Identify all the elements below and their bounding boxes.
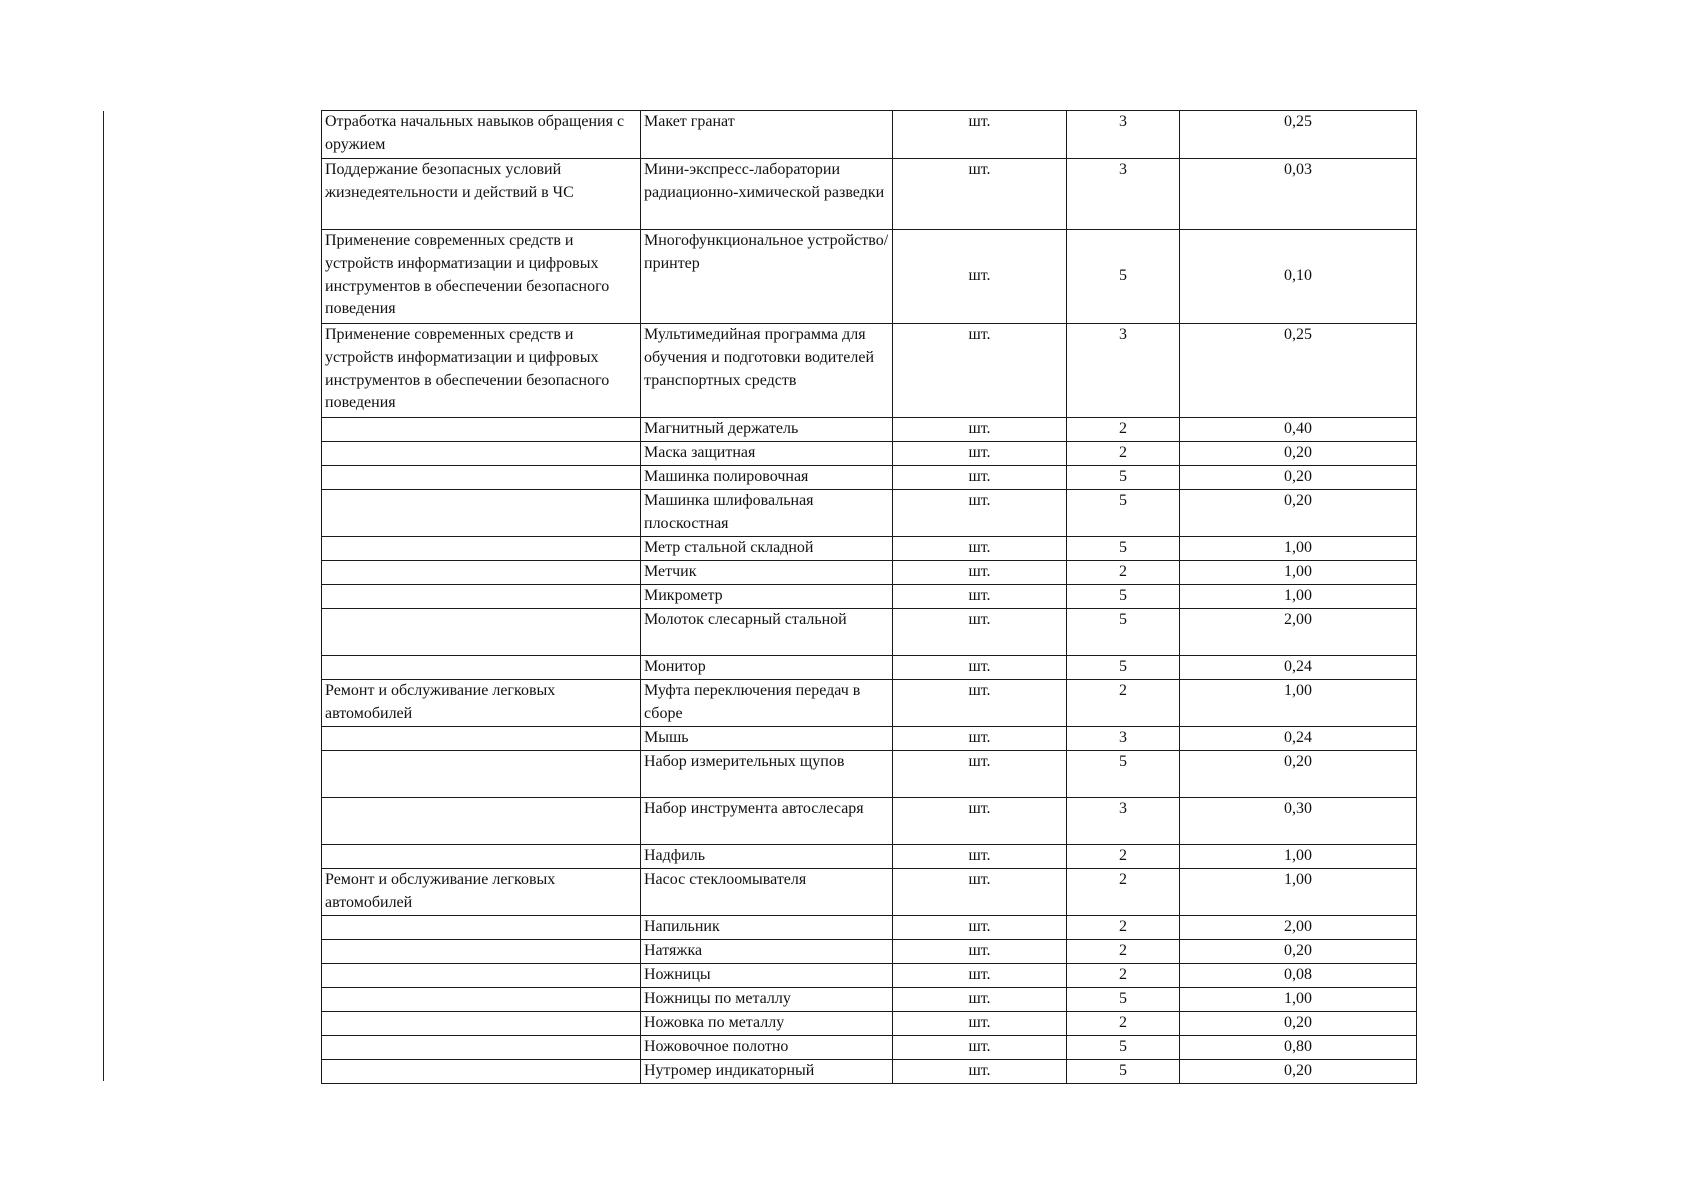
quantity-cell: 5 bbox=[1067, 585, 1180, 609]
item-cell: Молоток слесарный стальной bbox=[641, 609, 893, 656]
table-row bbox=[322, 1060, 1417, 1084]
table-row bbox=[322, 869, 1417, 916]
quantity-cell: 2 bbox=[1067, 1012, 1180, 1036]
table-row bbox=[322, 230, 1417, 324]
value-cell: 0,20 bbox=[1180, 1012, 1417, 1036]
value-cell: 0,10 bbox=[1180, 230, 1417, 324]
value-cell: 2,00 bbox=[1180, 916, 1417, 940]
quantity-cell: 5 bbox=[1067, 751, 1180, 798]
table-row bbox=[322, 609, 1417, 656]
item-cell: Ножницы по металлу bbox=[641, 988, 893, 1012]
item-cell: Магнитный держатель bbox=[641, 418, 893, 442]
section-cell: Поддержание безопасных условий жизнедеятельности и действий в ЧС bbox=[322, 159, 641, 230]
value-cell: 0,20 bbox=[1180, 751, 1417, 798]
section-cell bbox=[322, 798, 641, 845]
section-cell bbox=[322, 845, 641, 869]
table-row bbox=[322, 111, 1417, 159]
value-cell: 0,20 bbox=[1180, 1060, 1417, 1084]
unit-cell: шт. bbox=[893, 1012, 1067, 1036]
section-cell bbox=[322, 418, 641, 442]
section-cell: Ремонт и обслуживание легковых автомобилей bbox=[322, 869, 641, 916]
item-cell: Метр стальной складной bbox=[641, 537, 893, 561]
item-cell: Набор инструмента автослесаря bbox=[641, 798, 893, 845]
unit-cell: шт. bbox=[893, 324, 1067, 418]
item-cell: Мышь bbox=[641, 727, 893, 751]
item-cell: Надфиль bbox=[641, 845, 893, 869]
value-cell: 0,08 bbox=[1180, 964, 1417, 988]
quantity-cell: 2 bbox=[1067, 680, 1180, 727]
table-row bbox=[322, 656, 1417, 680]
section-cell bbox=[322, 656, 641, 680]
quantity-cell: 3 bbox=[1067, 798, 1180, 845]
quantity-cell: 2 bbox=[1067, 845, 1180, 869]
value-cell: 0,30 bbox=[1180, 798, 1417, 845]
value-cell: 0,40 bbox=[1180, 418, 1417, 442]
unit-cell: шт. bbox=[893, 751, 1067, 798]
table-row bbox=[322, 490, 1417, 537]
equipment-table bbox=[321, 110, 1417, 1084]
unit-cell: шт. bbox=[893, 537, 1067, 561]
value-cell: 0,03 bbox=[1180, 159, 1417, 230]
unit-cell: шт. bbox=[893, 845, 1067, 869]
value-cell: 0,20 bbox=[1180, 442, 1417, 466]
unit-cell: шт. bbox=[893, 869, 1067, 916]
item-cell: Мультимедийная программа для обучения и подготовки водителей транспортных средств bbox=[641, 324, 893, 418]
quantity-cell: 2 bbox=[1067, 964, 1180, 988]
item-cell: Муфта переключения передач в сборе bbox=[641, 680, 893, 727]
table-row bbox=[322, 845, 1417, 869]
section-cell: Применение современных средств и устройств информатизации и цифровых инструментов в обеспечении безопасного поведения bbox=[322, 324, 641, 418]
value-cell: 0,20 bbox=[1180, 940, 1417, 964]
quantity-cell: 5 bbox=[1067, 609, 1180, 656]
unit-cell: шт. bbox=[893, 727, 1067, 751]
value-cell: 1,00 bbox=[1180, 680, 1417, 727]
section-cell bbox=[322, 727, 641, 751]
value-cell: 0,20 bbox=[1180, 490, 1417, 537]
quantity-cell: 3 bbox=[1067, 324, 1180, 418]
value-cell: 1,00 bbox=[1180, 869, 1417, 916]
table-row bbox=[322, 561, 1417, 585]
unit-cell: шт. bbox=[893, 490, 1067, 537]
quantity-cell: 2 bbox=[1067, 561, 1180, 585]
quantity-cell: 3 bbox=[1067, 159, 1180, 230]
value-cell: 0,25 bbox=[1180, 324, 1417, 418]
unit-cell: шт. bbox=[893, 585, 1067, 609]
table-row bbox=[322, 442, 1417, 466]
item-cell: Насос стеклоомывателя bbox=[641, 869, 893, 916]
quantity-cell: 2 bbox=[1067, 916, 1180, 940]
item-cell: Натяжка bbox=[641, 940, 893, 964]
table-row bbox=[322, 1012, 1417, 1036]
unit-cell: шт. bbox=[893, 111, 1067, 159]
section-cell bbox=[322, 940, 641, 964]
section-cell bbox=[322, 537, 641, 561]
item-cell: Метчик bbox=[641, 561, 893, 585]
item-cell: Машинка шлифовальная плоскостная bbox=[641, 490, 893, 537]
quantity-cell: 5 bbox=[1067, 490, 1180, 537]
value-cell: 1,00 bbox=[1180, 561, 1417, 585]
unit-cell: шт. bbox=[893, 940, 1067, 964]
value-cell: 0,80 bbox=[1180, 1036, 1417, 1060]
table-row bbox=[322, 940, 1417, 964]
unit-cell: шт. bbox=[893, 656, 1067, 680]
unit-cell: шт. bbox=[893, 1036, 1067, 1060]
table-row bbox=[322, 988, 1417, 1012]
table-row bbox=[322, 466, 1417, 490]
item-cell: Макет гранат bbox=[641, 111, 893, 159]
unit-cell: шт. bbox=[893, 680, 1067, 727]
section-cell: Ремонт и обслуживание легковых автомобилей bbox=[322, 680, 641, 727]
quantity-cell: 3 bbox=[1067, 727, 1180, 751]
item-cell: Ножовка по металлу bbox=[641, 1012, 893, 1036]
section-cell bbox=[322, 442, 641, 466]
unit-cell: шт. bbox=[893, 561, 1067, 585]
unit-cell: шт. bbox=[893, 418, 1067, 442]
section-cell bbox=[322, 916, 641, 940]
value-cell: 0,24 bbox=[1180, 727, 1417, 751]
section-cell bbox=[322, 561, 641, 585]
section-cell bbox=[322, 964, 641, 988]
item-cell: Напильник bbox=[641, 916, 893, 940]
quantity-cell: 5 bbox=[1067, 466, 1180, 490]
section-cell bbox=[322, 490, 641, 537]
page-margin-rule bbox=[103, 111, 104, 1081]
value-cell: 1,00 bbox=[1180, 537, 1417, 561]
table-row bbox=[322, 798, 1417, 845]
unit-cell: шт. bbox=[893, 916, 1067, 940]
unit-cell: шт. bbox=[893, 1060, 1067, 1084]
value-cell: 1,00 bbox=[1180, 845, 1417, 869]
unit-cell: шт. bbox=[893, 964, 1067, 988]
item-cell: Ножницы bbox=[641, 964, 893, 988]
unit-cell: шт. bbox=[893, 798, 1067, 845]
section-cell bbox=[322, 466, 641, 490]
table-row bbox=[322, 916, 1417, 940]
quantity-cell: 5 bbox=[1067, 1060, 1180, 1084]
value-cell: 1,00 bbox=[1180, 585, 1417, 609]
quantity-cell: 5 bbox=[1067, 988, 1180, 1012]
table-row bbox=[322, 585, 1417, 609]
value-cell: 0,24 bbox=[1180, 656, 1417, 680]
table-row bbox=[322, 680, 1417, 727]
table-row bbox=[322, 964, 1417, 988]
table-row bbox=[322, 1036, 1417, 1060]
unit-cell: шт. bbox=[893, 466, 1067, 490]
unit-cell: шт. bbox=[893, 442, 1067, 466]
value-cell: 0,25 bbox=[1180, 111, 1417, 159]
table-row bbox=[322, 418, 1417, 442]
value-cell: 0,20 bbox=[1180, 466, 1417, 490]
quantity-cell: 5 bbox=[1067, 1036, 1180, 1060]
item-cell: Нутромер индикаторный bbox=[641, 1060, 893, 1084]
table-row bbox=[322, 751, 1417, 798]
quantity-cell: 2 bbox=[1067, 442, 1180, 466]
item-cell: Машинка полировочная bbox=[641, 466, 893, 490]
value-cell: 2,00 bbox=[1180, 609, 1417, 656]
item-cell: Ножовочное полотно bbox=[641, 1036, 893, 1060]
section-cell: Отработка начальных навыков обращения с оружием bbox=[322, 111, 641, 159]
section-cell bbox=[322, 1036, 641, 1060]
unit-cell: шт. bbox=[893, 159, 1067, 230]
section-cell bbox=[322, 585, 641, 609]
unit-cell: шт. bbox=[893, 988, 1067, 1012]
item-cell: Мини-экспресс-лаборатории радиационно-химической разведки bbox=[641, 159, 893, 230]
value-cell: 1,00 bbox=[1180, 988, 1417, 1012]
unit-cell: шт. bbox=[893, 230, 1067, 324]
section-cell bbox=[322, 609, 641, 656]
item-cell: Маска защитная bbox=[641, 442, 893, 466]
section-cell bbox=[322, 988, 641, 1012]
table-row bbox=[322, 537, 1417, 561]
section-cell: Применение современных средств и устройств информатизации и цифровых инструментов в обеспечении безопасного поведения bbox=[322, 230, 641, 324]
section-cell bbox=[322, 1012, 641, 1036]
quantity-cell: 2 bbox=[1067, 869, 1180, 916]
table-row bbox=[322, 324, 1417, 418]
unit-cell: шт. bbox=[893, 609, 1067, 656]
table-row bbox=[322, 727, 1417, 751]
item-cell: Набор измерительных щупов bbox=[641, 751, 893, 798]
quantity-cell: 5 bbox=[1067, 230, 1180, 324]
quantity-cell: 2 bbox=[1067, 940, 1180, 964]
section-cell bbox=[322, 1060, 641, 1084]
item-cell: Микрометр bbox=[641, 585, 893, 609]
item-cell: Монитор bbox=[641, 656, 893, 680]
quantity-cell: 5 bbox=[1067, 656, 1180, 680]
quantity-cell: 3 bbox=[1067, 111, 1180, 159]
quantity-cell: 2 bbox=[1067, 418, 1180, 442]
table-row bbox=[322, 159, 1417, 230]
section-cell bbox=[322, 751, 641, 798]
item-cell: Многофункциональное устройство/принтер bbox=[641, 230, 893, 324]
quantity-cell: 5 bbox=[1067, 537, 1180, 561]
